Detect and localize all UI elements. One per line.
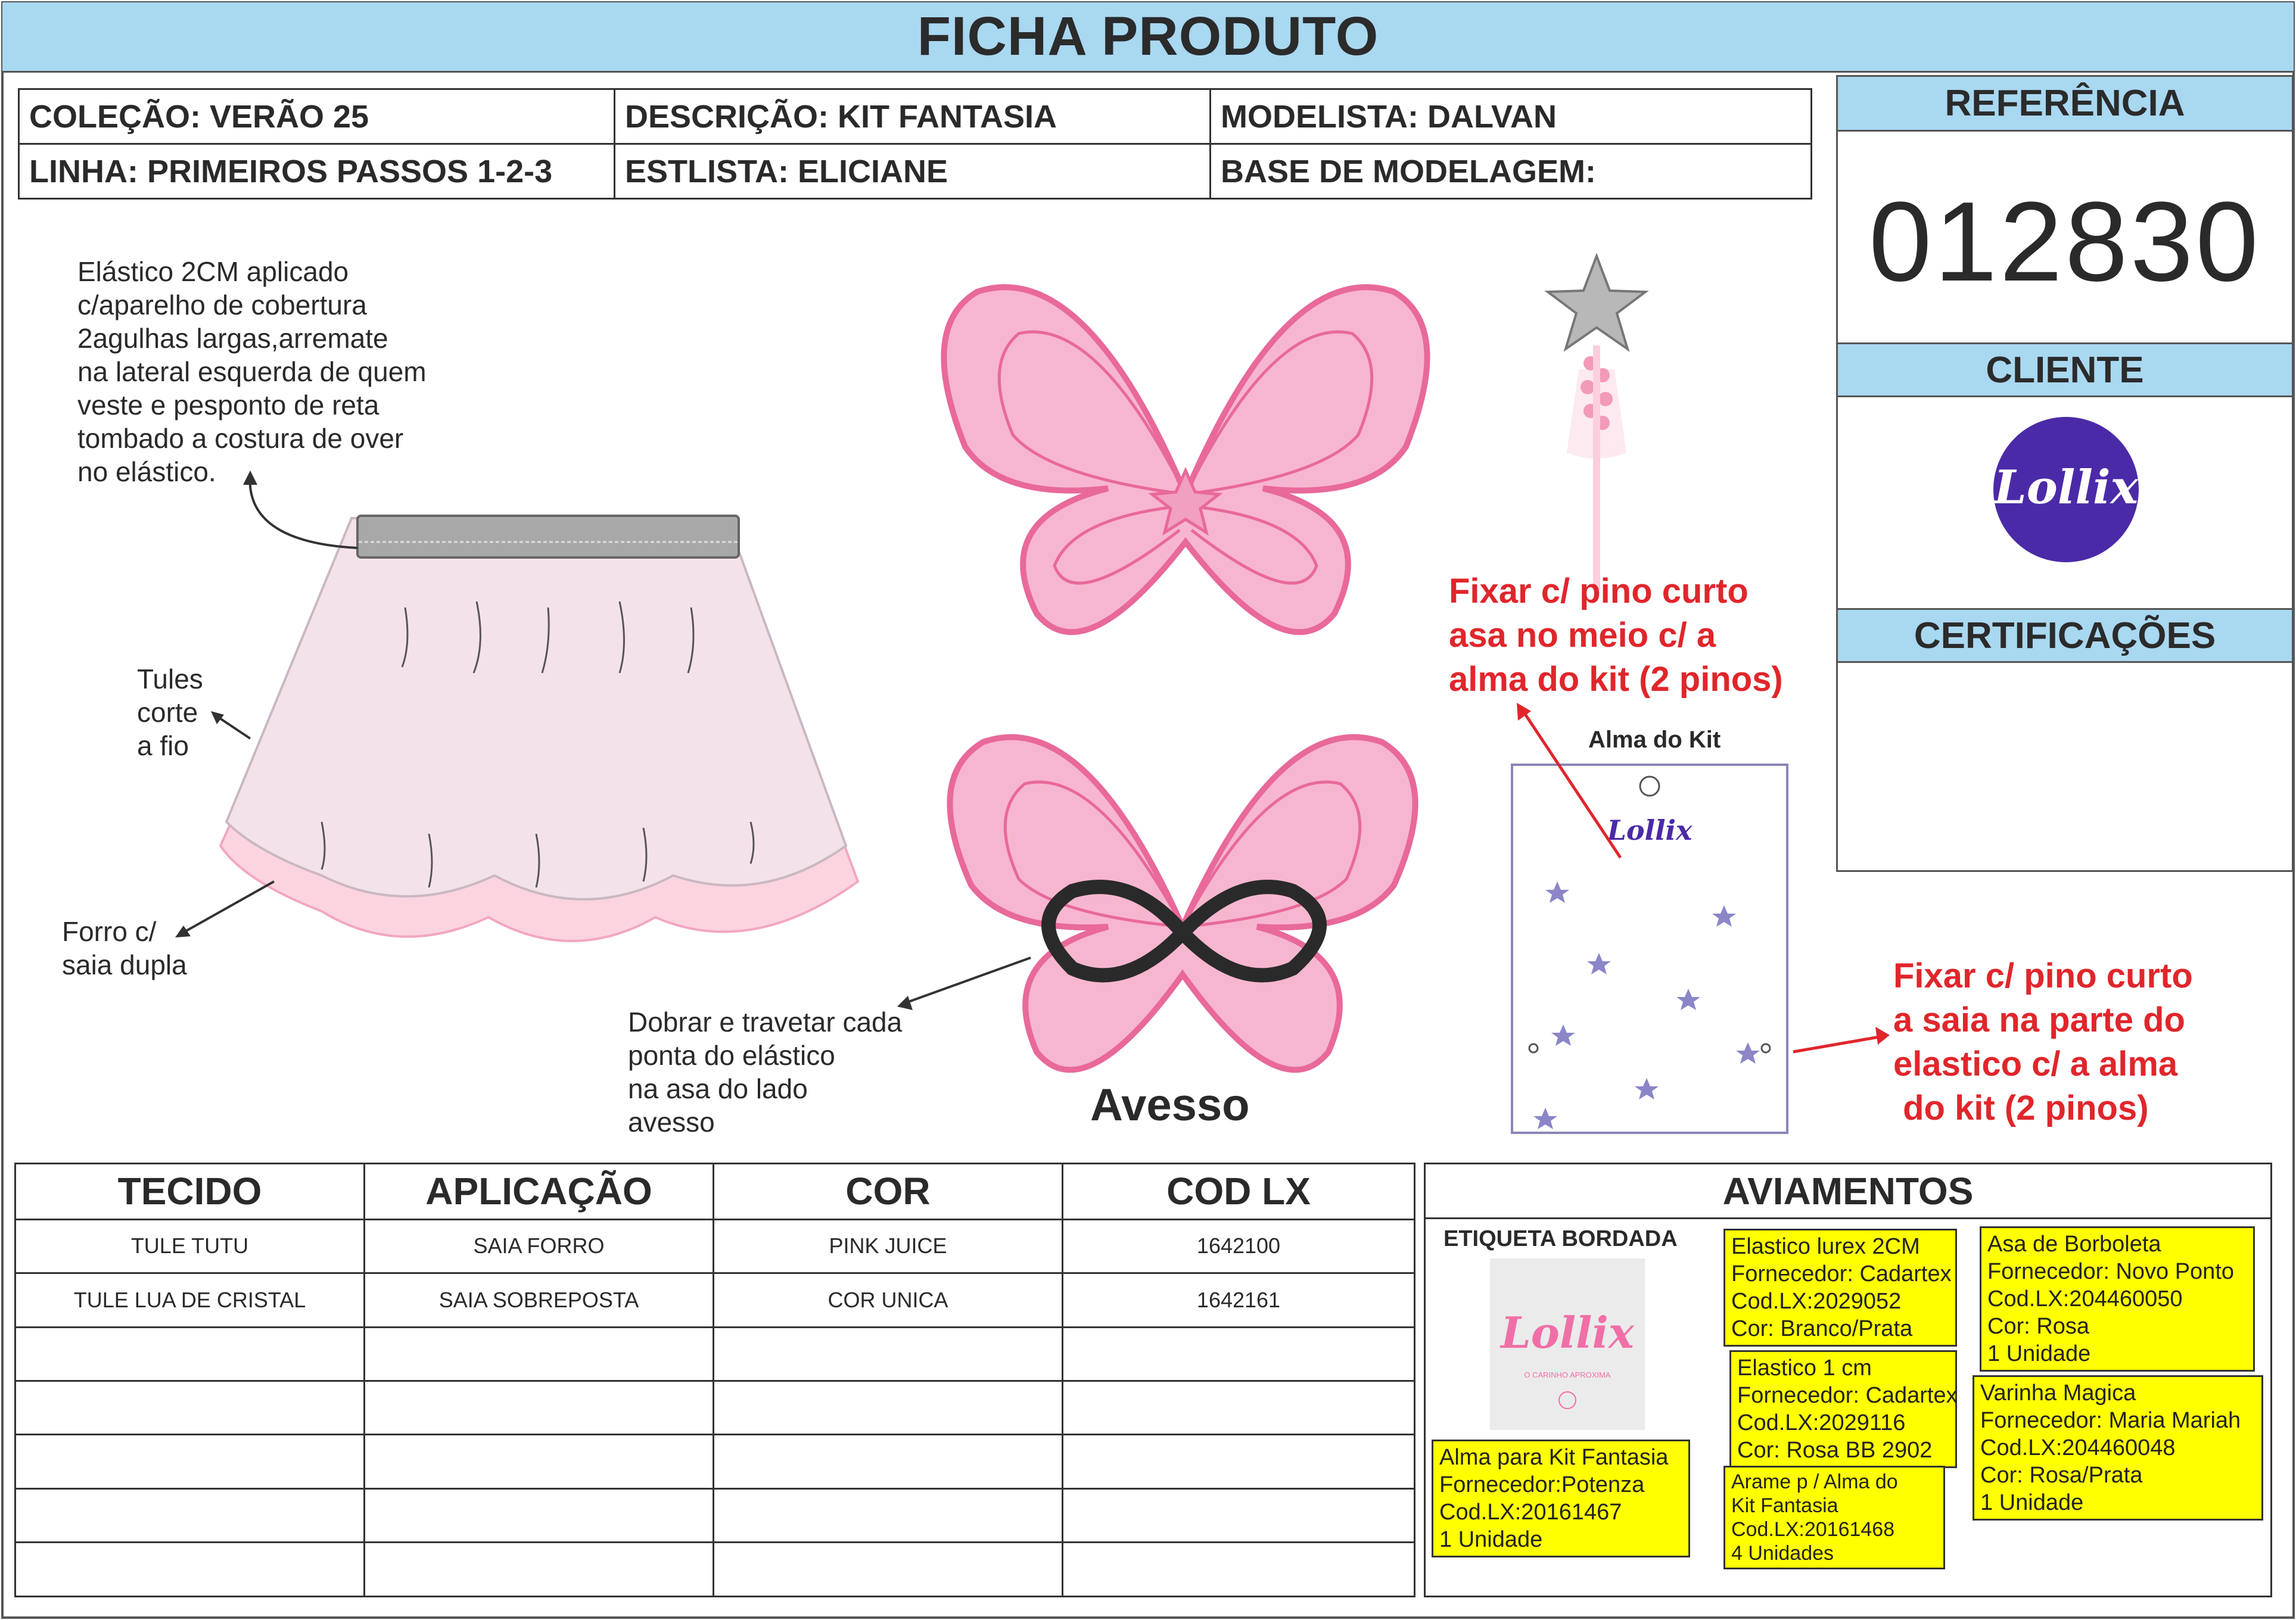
forro-note: Forro c/ saia dupla	[62, 916, 187, 980]
etiqueta-illustration	[1490, 1258, 1645, 1430]
table-row: TULE LUA DE CRISTAL SAIA SOBREPOSTA COR UNICA 1642161	[15, 1273, 1415, 1327]
aviamento-alma-kit: Alma para Kit Fantasia Fornecedor:Potenza Cod.LX:20161467 1 Unidade	[1432, 1440, 1690, 1557]
dobrar-arrow	[894, 953, 1037, 1012]
tules-note: Tules corte a fio	[137, 663, 203, 761]
fixar-asa-note: Fixar c/ pino curto asa no meio c/ a alma do kit (2 pinos)	[1449, 572, 1783, 699]
table-row	[15, 1435, 1415, 1488]
aviamentos-title: AVIAMENTOS	[1426, 1164, 2270, 1219]
estilista-field: ESTLISTA: ELICIANE	[615, 144, 1211, 199]
wings-back-illustration	[935, 730, 1430, 1111]
col-cod-lx: COD LX	[1063, 1164, 1415, 1220]
client-logo-text: Lollix	[1993, 460, 2139, 515]
modelista-field: MODELISTA: DALVAN	[1211, 89, 1812, 144]
etiqueta-sub-text: O CARINHO APROXIMA	[1524, 1370, 1611, 1379]
dobrar-note: Dobrar e travetar cada ponta do elástico na asa do lado avesso	[628, 1007, 903, 1138]
etiqueta-label: ETIQUETA BORDADA	[1443, 1226, 1678, 1251]
header-table	[18, 88, 1812, 200]
table-row	[15, 1381, 1415, 1434]
etiqueta-logo-text: Lollix	[1501, 1307, 1634, 1358]
fixar-saia-arrow	[1787, 1018, 1894, 1060]
base-modelagem-field: BASE DE MODELAGEM:	[1211, 144, 1812, 199]
aviamento-arame: Arame p / Alma do Kit Fantasia Cod.LX:20161468 4 Unidades	[1723, 1466, 1945, 1569]
col-tecido: TECIDO	[15, 1164, 365, 1220]
fabrics-table	[14, 1163, 1415, 1597]
referencia-label: REFERÊNCIA	[1838, 77, 2292, 132]
aviamentos-box	[1424, 1163, 2272, 1597]
tules-arrow	[209, 709, 256, 744]
table-row	[15, 1327, 1415, 1381]
wings-front-illustration	[929, 280, 1442, 673]
fixar-saia-note: Fixar c/ pino curto a saia na parte do elastico c/ a alma do kit (2 pinos)	[1893, 957, 2193, 1127]
cliente-label: CLIENTE	[1838, 342, 2292, 397]
colecao-field: COLEÇÃO: VERÃO 25	[19, 89, 615, 144]
avesso-label: Avesso	[1090, 1080, 1250, 1130]
aviamento-asa-borboleta: Asa de Borboleta Fornecedor: Novo Ponto Cod.LX:204460050 Cor: Rosa 1 Unidade	[1980, 1226, 2255, 1372]
alma-logo-text: Lollix	[1607, 814, 1693, 846]
linha-field: LINHA: PRIMEIROS PASSOS 1-2-3	[19, 144, 615, 199]
table-row	[15, 1543, 1415, 1597]
col-aplicacao: APLICAÇÃO	[365, 1164, 714, 1220]
table-row: TULE TUTU SAIA FORRO PINK JUICE 1642100	[15, 1219, 1415, 1273]
descricao-field: DESCRIÇÃO: KIT FANTASIA	[615, 89, 1211, 144]
aviamento-elastico-lurex: Elastico lurex 2CM Fornecedor: Cadartex Cod.LX:2029052 Cor: Branco/Prata	[1723, 1229, 1957, 1347]
magic-wand-illustration	[1543, 250, 1650, 596]
elastico-arrow	[238, 471, 393, 560]
fabrics-header-row	[15, 1164, 1415, 1220]
forro-arrow	[173, 876, 280, 941]
aviamento-elastico-1cm: Elastico 1 cm Fornecedor: Cadartex Cod.LX:2029116 Cor: Rosa BB 2902	[1729, 1350, 1957, 1468]
aviamento-varinha-magica: Varinha Magica Fornecedor: Maria Mariah Cod.LX:204460048 Cor: Rosa/Prata 1 Unidade	[1973, 1375, 2263, 1521]
fixar-asa-arrow	[1513, 703, 1632, 864]
table-row	[15, 1488, 1415, 1542]
certificacoes-label: CERTIFICAÇÕES	[1838, 608, 2292, 663]
elastico-note: Elástico 2CM aplicado c/aparelho de cobertura 2agulhas largas,arremate na lateral esquerda de quem veste e pesponto de reta tombado a costura de over no elástico.	[77, 256, 427, 487]
alma-label: Alma do Kit	[1588, 727, 1721, 753]
referencia-value: 012830	[1868, 179, 2261, 305]
col-cor: COR	[714, 1164, 1063, 1220]
side-panel	[1836, 75, 2294, 872]
client-logo	[1992, 415, 2141, 564]
page-title: FICHA PRODUTO	[2, 2, 2294, 73]
